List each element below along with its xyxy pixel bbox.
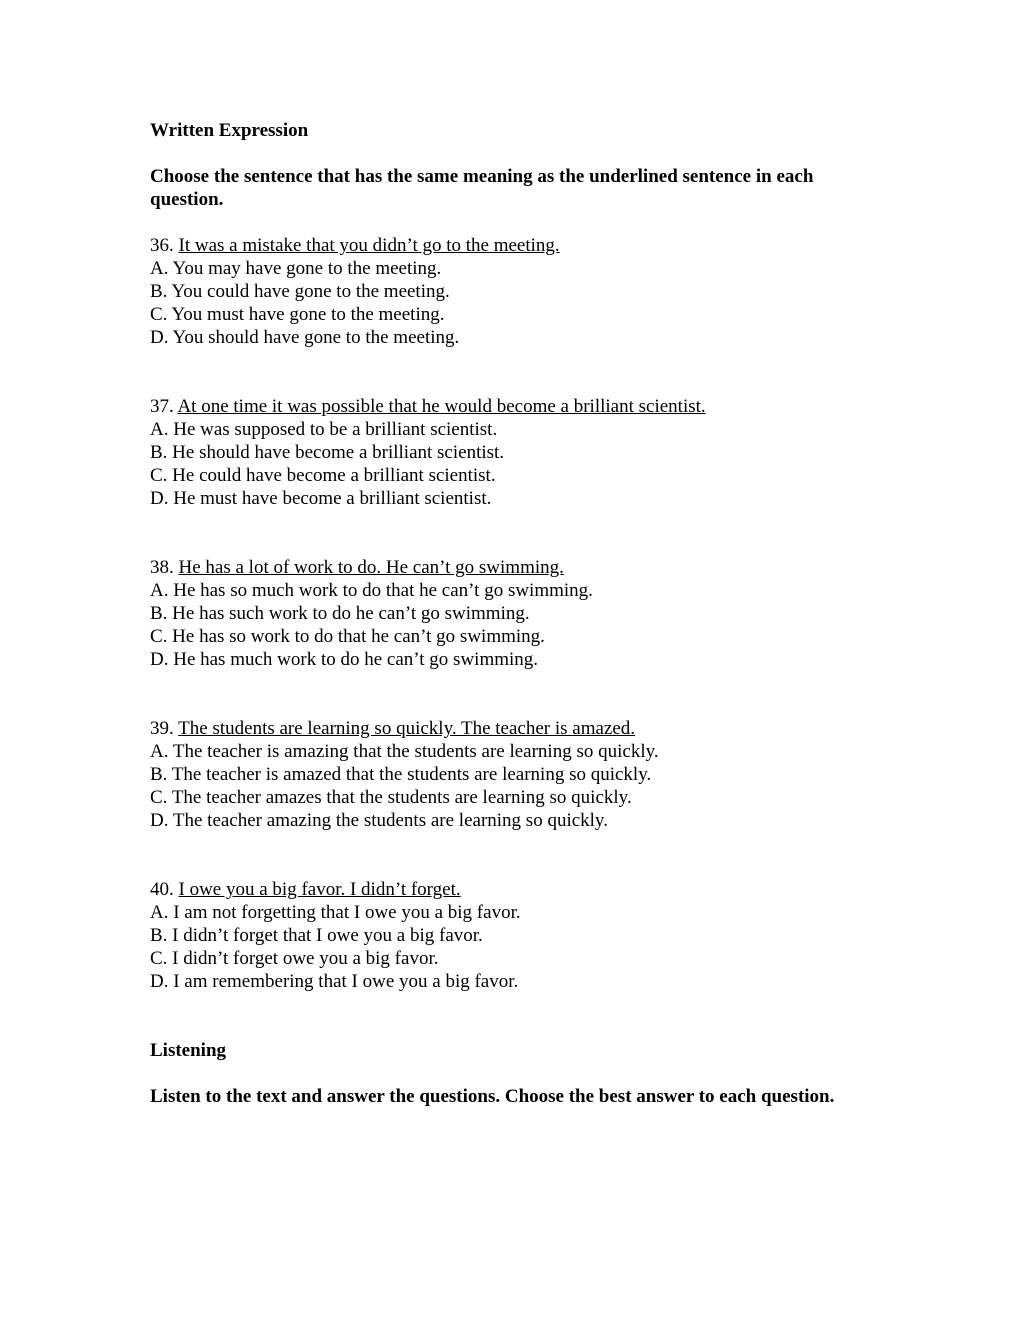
underlined-sentence: The students are learning so quickly. The teacher is amazed.	[178, 718, 636, 739]
answer-option-c: C. The teacher amazes that the students are learning so quickly.	[150, 787, 632, 808]
question-number: 39.	[150, 718, 174, 739]
section-instruction-listening: Listen to the text and answer the questions. Choose the best answer to each question.	[150, 1086, 835, 1107]
underlined-sentence: It was a mistake that you didn’t go to the meeting.	[178, 235, 560, 256]
answer-option-c: C. He has so work to do that he can’t go swimming.	[150, 626, 545, 647]
answer-option-b: B. You could have gone to the meeting.	[150, 281, 450, 302]
underlined-sentence: He has a lot of work to do. He can’t go swimming.	[178, 557, 564, 578]
question-38	[150, 556, 870, 671]
question-prompt	[150, 395, 870, 418]
answer-option-b: B. The teacher is amazed that the students are learning so quickly.	[150, 764, 652, 785]
question-number: 40.	[150, 879, 174, 900]
answer-option-c: C. You must have gone to the meeting.	[150, 304, 445, 325]
underlined-sentence: At one time it was possible that he would become a brilliant scientist.	[177, 396, 706, 417]
question-prompt	[150, 717, 870, 740]
question-prompt	[150, 878, 870, 901]
answer-option-a: A. The teacher is amazing that the students are learning so quickly.	[150, 741, 659, 762]
question-39	[150, 717, 870, 832]
question-number: 37.	[150, 396, 174, 417]
answer-option-d: D. You should have gone to the meeting.	[150, 327, 460, 348]
answer-option-a: A. He was supposed to be a brilliant scientist.	[150, 419, 498, 440]
answer-option-b: B. He has such work to do he can’t go swimming.	[150, 603, 530, 624]
answer-option-a: A. I am not forgetting that I owe you a big favor.	[150, 902, 521, 923]
answer-option-d: D. He must have become a brilliant scientist.	[150, 488, 492, 509]
question-prompt	[150, 556, 870, 579]
answer-option-d: D. The teacher amazing the students are learning so quickly.	[150, 810, 608, 831]
answer-option-d: D. He has much work to do he can’t go swimming.	[150, 649, 539, 670]
answer-option-a: A. He has so much work to do that he can’t go swimming.	[150, 580, 593, 601]
question-40	[150, 878, 870, 993]
section-instruction-written-expression: Choose the sentence that has the same meaning as the underlined sentence in each question.	[150, 166, 814, 210]
section-title-listening: Listening	[150, 1040, 227, 1061]
question-37	[150, 395, 870, 510]
question-36	[150, 234, 870, 349]
answer-option-b: B. I didn’t forget that I owe you a big favor.	[150, 925, 483, 946]
section-title-written-expression: Written Expression	[150, 120, 309, 141]
answer-option-d: D. I am remembering that I owe you a big favor.	[150, 971, 519, 992]
question-number: 38.	[150, 557, 174, 578]
answer-option-c: C. I didn’t forget owe you a big favor.	[150, 948, 439, 969]
question-prompt	[150, 234, 870, 257]
answer-option-b: B. He should have become a brilliant scientist.	[150, 442, 505, 463]
document-page	[150, 119, 870, 1108]
answer-option-c: C. He could have become a brilliant scientist.	[150, 465, 496, 486]
answer-option-a: A. You may have gone to the meeting.	[150, 258, 442, 279]
question-number: 36.	[150, 235, 174, 256]
underlined-sentence: I owe you a big favor. I didn’t forget.	[178, 879, 461, 900]
